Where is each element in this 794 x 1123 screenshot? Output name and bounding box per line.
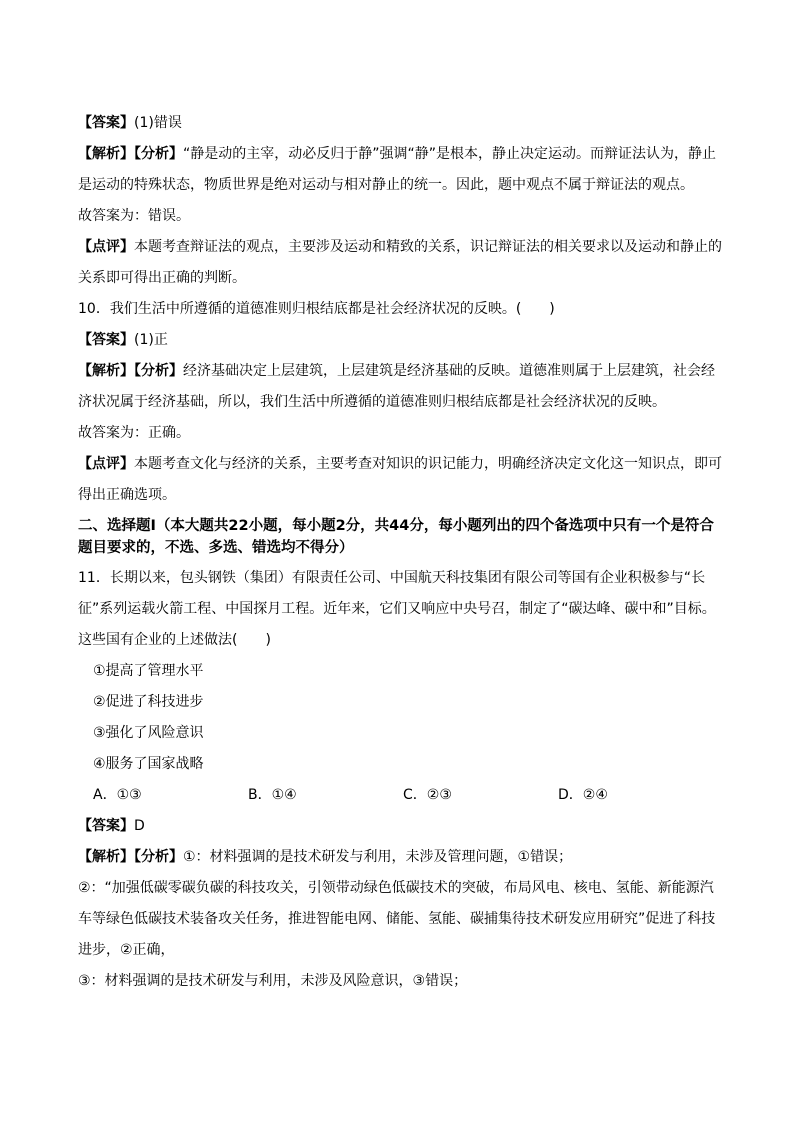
choice-c: C．②③ [403, 787, 452, 803]
q11-item-3: ③强化了风险意识 [93, 725, 204, 741]
analysis-tag: 【解析】【分析】 [78, 849, 183, 865]
q9-answer [78, 108, 723, 139]
comment-text: 本题考查文化与经济的关系，主要考查对知识的识记能力，明确经济决定文化这一知识点，即可得出正确选项。 [78, 456, 722, 503]
q11-analysis-2: ②：“加强低碳零碳负碳的科技攻关，引领带动绿色低碳技术的突破，布局风电、核电、氢能、新能源汽车等绿色低碳技术装备攻关任务，推进智能电网、储能、氢能、碳捕集待技术研发应用研究”促进了科技进步，②正确， [78, 880, 716, 958]
answer-tag: 【答案】 [78, 818, 134, 834]
answer-tag: 【答案】 [78, 115, 134, 131]
comment-tag: 【点评】 [78, 456, 134, 472]
answer-text: (1)错误 [134, 115, 182, 131]
q9-comment [78, 232, 723, 294]
analysis-text: ①：材料强调的是技术研发与利用，未涉及管理问题，①错误； [183, 849, 573, 865]
q11-item-1: ①提高了管理水平 [93, 663, 204, 679]
answer-tag: 【答案】 [78, 332, 134, 348]
q10-conclusion: 故答案为：正确。 [78, 425, 190, 441]
comment-tag: 【点评】 [78, 239, 134, 255]
answer-text: (1)正 [134, 332, 168, 348]
q10-analysis [78, 356, 723, 418]
q11-item-2: ②促进了科技进步 [93, 694, 204, 710]
q9-analysis [78, 139, 723, 201]
comment-text: 本题考查辩证法的观点，主要涉及运动和精致的关系，识记辩证法的相关要求以及运动和静止的关系即可得出正确的判断。 [78, 239, 722, 286]
q11-choices [78, 780, 723, 811]
q11-answer [78, 811, 723, 842]
q9-conclusion: 故答案为：错误。 [78, 208, 190, 224]
q11-item-4: ④服务了国家战略 [93, 756, 204, 772]
q11-question: 11．长期以来，包头钢铁（集团）有限责任公司、中国航天科技集团有限公司等国有企业积极参与“长征”系列运载火箭工程、中国探月工程。近年来，它们又响应中央号召，制定了“碳达峰、碳中和”目标。这些国有企业的上述做法( ) [78, 570, 716, 648]
analysis-tag: 【解析】【分析】 [78, 146, 183, 162]
analysis-text: “静是动的主宰，动必反归于静”强调“静”是根本，静止决定运动。而辩证法认为，静止是运动的特殊状态，物质世界是绝对运动与相对静止的统一。因此，题中观点不属于辩证法的观点。 [78, 146, 717, 193]
section-heading: 二、选择题Ⅰ（本大题共22小题，每小题2分，共44分，每小题列出的四个备选项中只有一个是符合题目要求的，不选、多选、错选均不得分） [78, 518, 714, 556]
q10-question: 10．我们生活中所遵循的道德准则归根结底都是社会经济状况的反映。( ) [78, 301, 555, 317]
q11-analysis-1 [78, 842, 723, 873]
choice-d: D．②④ [558, 787, 608, 803]
q11-analysis-3: ③：材料强调的是技术研发与利用，未涉及风险意识，③错误； [78, 973, 468, 989]
choice-b: B．①④ [248, 787, 297, 803]
q10-answer [78, 325, 723, 356]
q10-comment [78, 449, 723, 511]
page-content [78, 108, 723, 997]
answer-text: D [134, 818, 145, 834]
choice-a: A．①③ [93, 787, 142, 803]
analysis-tag: 【解析】【分析】 [78, 363, 183, 379]
analysis-text: 经济基础决定上层建筑，上层建筑是经济基础的反映。道德准则属于上层建筑，社会经济状况属于经济基础，所以，我们生活中所遵循的道德准则归根结底都是社会经济状况的反映。 [78, 363, 715, 410]
